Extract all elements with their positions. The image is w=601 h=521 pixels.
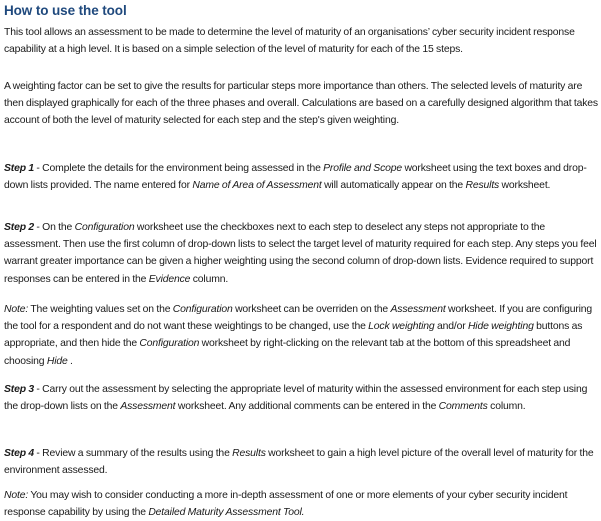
step-3-paragraph xyxy=(4,381,598,415)
step-1-text: - Complete the details for the environment being assessed in the xyxy=(33,163,324,174)
step-3-text: column. xyxy=(487,401,526,413)
lock-weighting-ref: Lock weighting xyxy=(368,321,435,333)
step-1-paragraph xyxy=(4,160,598,194)
hide-ref: Hide xyxy=(46,355,68,367)
page-title: How to use the tool xyxy=(4,3,127,18)
note-1-paragraph xyxy=(4,301,598,370)
step-1-label: Step 1 xyxy=(4,163,34,174)
step-4-label: Step 4 xyxy=(4,448,34,459)
configuration-ref: Configuration xyxy=(139,338,200,350)
step-2-label: Step 2 xyxy=(4,222,34,233)
step-3-text: worksheet. Any additional comments can be entered in the xyxy=(175,401,439,413)
configuration-ref: Configuration xyxy=(172,304,233,315)
weighting-paragraph: A weighting factor can be set to give the results for particular steps more importance than others. The selected levels of maturity are then displayed graphically for each of the three phases and overall. Calculations are based on a carefully designed algorithm that takes account of both the level of maturity selected for each step and the step's given weighting. xyxy=(4,81,598,127)
evidence-ref: Evidence xyxy=(148,273,191,285)
step-3-text: - Carry out the assessment by selecting the appropriate level of maturity within the assessed environment for each step using the drop-down lists on the xyxy=(4,384,588,413)
note-1-text: worksheet. If you are configuring the tool for a respondent and do not want these weightings to be changed, use the xyxy=(4,304,593,333)
note-1-text: . xyxy=(67,355,73,367)
step-3-label: Step 3 xyxy=(4,384,34,395)
intro-paragraph: This tool allows an assessment to be made to determine the level of maturity of an organisations’ cyber security incident response capability at a high level. It is based on a simple selection of the level of maturity for each of the 15 steps. xyxy=(4,27,575,56)
step-2-text: - On the xyxy=(33,222,75,233)
profile-and-scope-ref: Profile and Scope xyxy=(323,163,403,174)
note-1-text: worksheet can be overriden on the xyxy=(232,304,391,315)
step-1-text: will automatically appear on the xyxy=(321,180,466,192)
results-ref: Results xyxy=(232,448,266,459)
step-1-text: worksheet using the text boxes and drop-down lists provided. The name entered for xyxy=(4,163,587,192)
hide-weighting-ref: Hide weighting xyxy=(467,321,534,333)
note-1-text: buttons as appropriate, and then hide the xyxy=(4,321,583,350)
step-2-text: worksheet use the checkboxes next to each step to deselect any steps not appropriate to the assessment. Then use the first column of drop-down lists to select the target level of maturity required for each step. Any steps you feel warrant greater importance can be given a higher weighting using the second column of drop-down lists. Evidence required to support responses can be entered in the xyxy=(4,222,597,285)
note-2-label: Note: xyxy=(4,490,29,501)
comments-ref: Comments xyxy=(438,401,488,413)
note-2-text: You may wish to consider conducting a more in-depth assessment of one or more elements of your cyber security incident response capability by using the xyxy=(4,490,568,519)
configuration-ref: Configuration xyxy=(74,222,135,233)
step-2-text: column. xyxy=(190,273,229,285)
note-1-text: The weighting values set on the xyxy=(28,304,173,315)
note-2-paragraph xyxy=(4,487,598,521)
step-1-text: worksheet. xyxy=(499,180,551,192)
name-of-area-ref: Name of Area of Assessment xyxy=(192,180,322,192)
step-2-paragraph xyxy=(4,219,598,288)
step-4-paragraph xyxy=(4,445,598,479)
step-4-text: worksheet to gain a high level picture of the overall level of maturity for the environment assessed. xyxy=(4,448,594,477)
note-1-text: and/or xyxy=(434,321,468,333)
step-4-text: - Review a summary of the results using the xyxy=(33,448,233,459)
note-1-label: Note: xyxy=(4,304,29,315)
results-ref: Results xyxy=(465,180,500,192)
note-1-text: worksheet by right-clicking on the relevant tab at the bottom of this spreadsheet and choosing xyxy=(4,338,571,367)
assessment-ref: Assessment xyxy=(390,304,446,315)
detailed-maturity-tool-ref: Detailed Maturity Assessment Tool. xyxy=(148,507,305,519)
assessment-ref: Assessment xyxy=(120,401,176,413)
